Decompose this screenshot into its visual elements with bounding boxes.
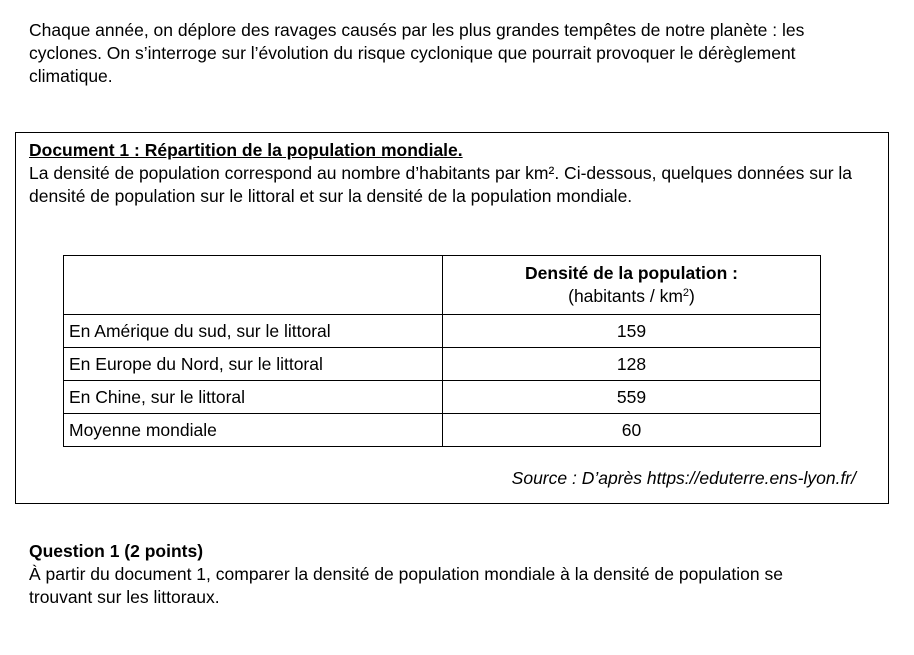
table-row <box>64 315 821 348</box>
table-row <box>64 348 821 381</box>
row-label: En Europe du Nord, sur le littoral <box>64 348 443 381</box>
table-row <box>64 414 821 447</box>
table-header-blank <box>64 256 443 315</box>
document-description: La densité de population correspond au nombre d’habitants par km². Ci-dessous, quelques données sur la densité de population sur le littoral et sur la densité de la population mondiale. <box>29 163 853 206</box>
document-1-box <box>15 132 889 504</box>
question-text: À partir du document 1, comparer la densité de population mondiale à la densité de population se trouvant sur les littoraux. <box>29 564 783 607</box>
population-density-table <box>63 255 821 447</box>
density-header-unit: (habitants / $km^2$) <box>568 286 695 306</box>
row-value: 559 <box>443 381 821 414</box>
row-value: 60 <box>443 414 821 447</box>
row-label: En Chine, sur le littoral <box>64 381 443 414</box>
row-label: Moyenne mondiale <box>64 414 443 447</box>
row-label: En Amérique du sud, sur le littoral <box>64 315 443 348</box>
density-header-title: Densité de la population : <box>525 263 738 283</box>
intro-paragraph: Chaque année, on déplore des ravages causés par les plus grandes tempêtes de notre planète : les cyclones. On s’interroge sur l’évolution du risque cyclonique que pourrait provoquer le dérèglement climatique. <box>29 20 805 86</box>
table-header-row <box>64 256 821 315</box>
table-header-density <box>443 256 821 315</box>
row-value: 159 <box>443 315 821 348</box>
row-value: 128 <box>443 348 821 381</box>
question-title: Question 1 (2 points) <box>29 541 204 561</box>
document-title: Document 1 : Répartition de la population mondiale. <box>29 140 463 160</box>
table-row <box>64 381 821 414</box>
source-citation: Source : D’après https://eduterre.ens-lyon.fr/ <box>511 468 856 488</box>
